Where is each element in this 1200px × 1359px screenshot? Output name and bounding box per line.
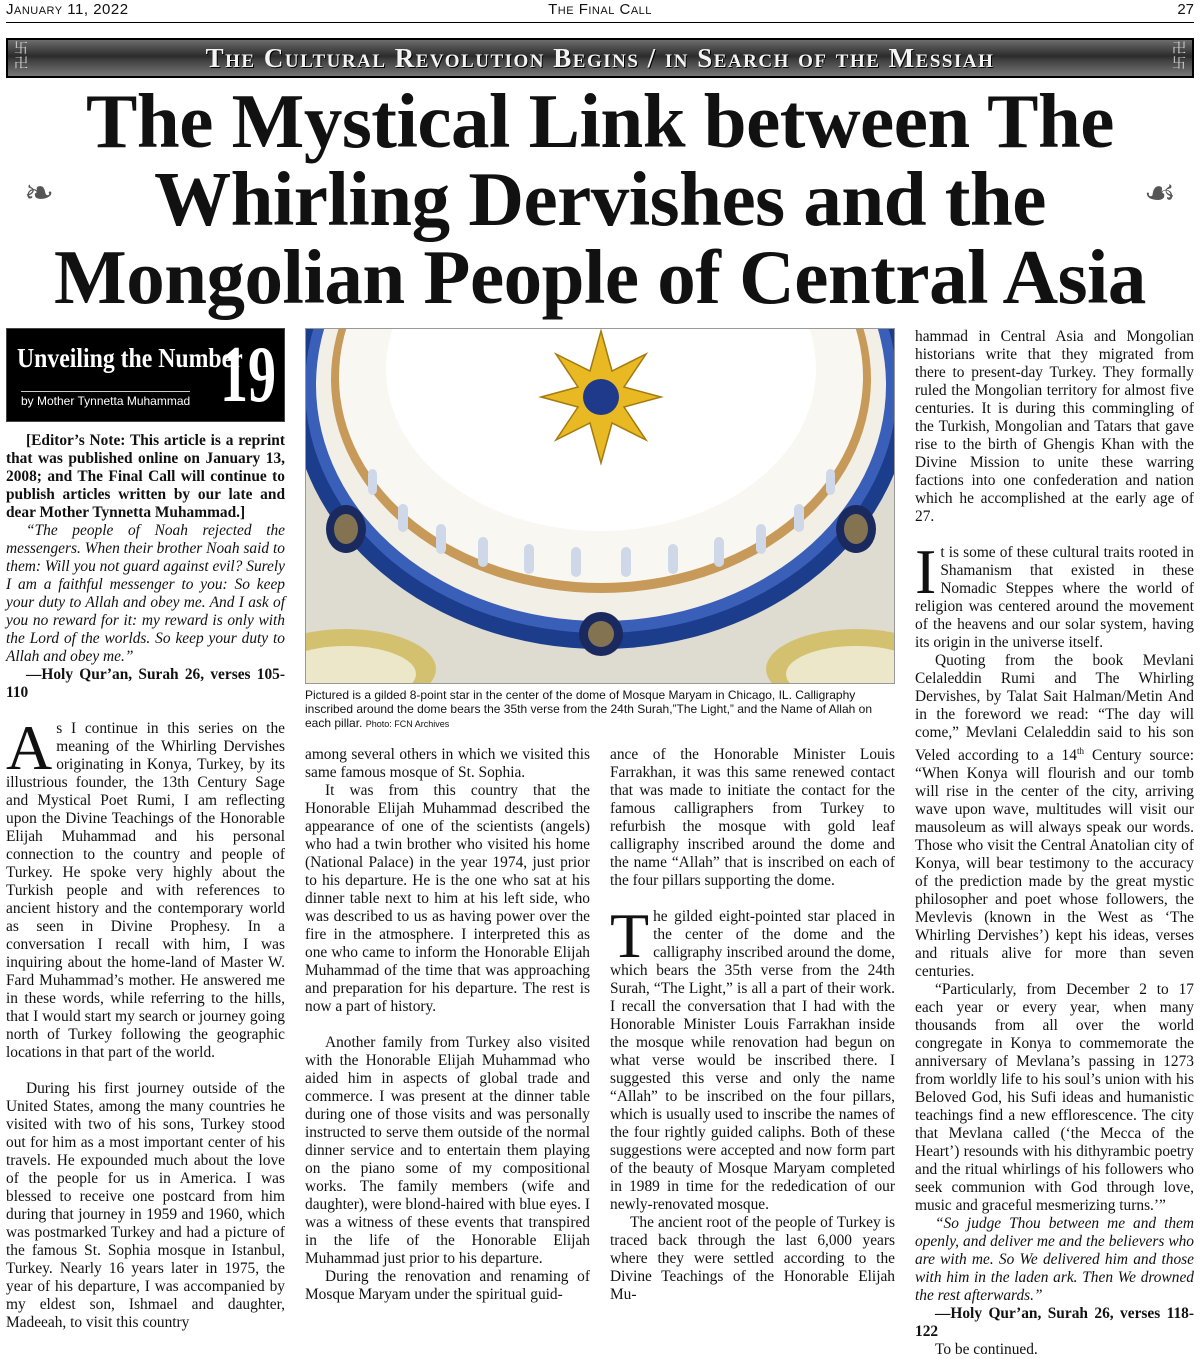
drop-cap: T [610, 900, 650, 971]
photo-caption [305, 688, 897, 731]
paragraph: It is some of these cultural traits rooted in Shamanism that existed in these Nomadic Steppes where the world of religion was centered around the movement of the heavens and our solar system, having its origin in the universe itself. [915, 536, 1194, 651]
column-title: Unveiling the Number [17, 343, 243, 373]
column-2 [305, 746, 590, 1304]
headline-line-3: Mongolian People of Central Asia [54, 234, 1146, 320]
issue-date: January 11, 2022 [6, 1, 129, 18]
flourish-ornament-icon: ☙ [1143, 173, 1176, 213]
section-banner [6, 38, 1194, 78]
photo-credit: Photo: FCN Archives [365, 719, 450, 729]
paragraph: ance of the Honorable Minister Louis Farrakhan, it was this same renewed contact that was made to initiate the contact for the famous calligraphers from Turkey to refurbish the mosque with gold leaf calligraphy inscribed around the dome and the name “Allah” that is inscribed on each of the four pillars supporting the dome. [610, 746, 895, 889]
knot-ornament-icon: 卍 卐 [1172, 42, 1186, 72]
paragraph: Another family from Turkey also visited with the Honorable Elijah Muhammad who aided him in aspects of global trade and commerce. I was present at the dinner table during one of those visits and was personally instructed to serve them outside of the normal dinner service and to entertain them playing on the piano some of my compositional works. The family members (wife and daughter), were blond-haired with blue eyes. I was a witness of these events that transpired in the life of the Honorable Elijah Muhammad just prior to his departure. [305, 1034, 590, 1267]
closing-verse: “So judge Thou between me and them openly, and deliver me and the believers who are with me. So We delivered him and those with him in the laden ark. Then We drowned the rest afterwards.” [915, 1215, 1194, 1305]
knot-ornament-icon: 卐 卍 [14, 42, 28, 72]
headline-line-1: The Mystical Link between The [86, 78, 1114, 164]
paragraph: “Particularly, from December 2 to 17 each year or every year, when many thousands from all over the world congregate in Konya to commemorate the anniversary of Mevlana’s passing in 1273 from worldly life to his soul’s union with his Beloved God, his Sufi ideas and humanistic teachings find a new efflorescence. The city that Mevlana called (‘the Mecca of the Heart’) resounds with his dithyrambic poetry and the ritual whirlings of his followers who seek communion with God through love, music and graceful mesmerizing turns.’” [915, 981, 1194, 1215]
column-number: 19 [220, 331, 276, 419]
banner-title: The Cultural Revolution Begins / in Search of the Messiah [205, 43, 995, 73]
paragraph: hammad in Central Asia and Mongolian historians write that they migrated from there to present-day Turkey. They formally ruled the Mongolian territory for almost five centuries. It is during this commingling of the Turkish, Mongolian and Tatars that gave rise to the birth of Ghengis Khan with the Divine Mission to unite these warring factions into one confederation and nation which he accomplished at the early age of 27. [915, 328, 1194, 525]
column-byline: by Mother Tynnetta Muhammad [21, 391, 190, 408]
column-3 [610, 746, 895, 1304]
column-logo [6, 328, 285, 422]
verse-citation: —Holy Qur’an, Surah 26, verses 105-110 [6, 666, 285, 701]
closing-note: To be continued. [935, 1341, 1038, 1359]
drop-cap: A [6, 712, 53, 783]
paragraph: Quoting from the book Mevlani Celaleddin Rumi and The Whirling Dervishes, by Talat Sait Halman/Metin And in the foreword we read: “The day will come,” Mevlani Celaleddin said to his son Veled according to a 14th Century source: “When Konya will flourish and our tomb will rise in the center of the city, arriving wave upon wave, multitudes will visit our mausoleum as will always speak our words. Those who visit the Central Anatolian city of Konya, will bear testimony to the accuracy of the prediction made by the great mystic philosopher and poet whose followers, the Mevlevis (known in the West as ‘The Whirling Dervishes’) kept his ideas, verses and rituals alive for more than seven centuries. [915, 652, 1194, 981]
opening-verse: “The people of Noah rejected the messengers. When their brother Noah said to them: Will you not guard against evil? Surely I am a faithful messenger to you: So keep your duty to Allah and obey me. And I ask of you no reward for it: my reward is only with the Lord of the worlds. So keep your duty to Allah and obey me.” [6, 522, 285, 665]
mosque-dome-photo [305, 328, 895, 684]
article-headline [0, 78, 1200, 320]
paper-name: The Final Call [548, 1, 652, 18]
headline-line-2: Whirling Dervishes and the [154, 156, 1046, 242]
paragraph: It was from this country that the Honorable Elijah Muhammad described the appearance of one of the scientists (angels) who had a twin brother who visited his home (National Palace) in the year 1974, just prior to his departure. He is the one who sat at his dinner table next to him at his left side, who was described to us as having power over the fire in the atmosphere. I interpreted this as one who came to inform the Honorable Elijah Muhammad of the time that was approaching and preparation for his departure. The rest is now a part of history. [305, 782, 590, 1015]
column-4 [915, 328, 1194, 1359]
flourish-ornament-icon: ❧ [24, 173, 55, 213]
paragraph: During the renovation and renaming of Mosque Maryam under the spiritual guid- [305, 1268, 590, 1303]
column-1 [6, 432, 285, 1332]
verse-citation: —Holy Qur’an, Surah 26, verses 118-122 [915, 1305, 1194, 1341]
caption-text: Pictured is a gilded 8-point star in the center of the dome of Mosque Maryam in Chicago, IL. Calligraphy inscribed around the dome bears the 35th verse from the 24th Surah,”The Light,” and the Name of Allah on each pillar. [305, 688, 873, 730]
paragraph: The ancient root of the people of Turkey is traced back through the last 6,000 years where they were settled according to the Divine Teachings of the Honorable Elijah Mu- [610, 1214, 895, 1303]
page-number: 27 [1177, 1, 1194, 18]
paragraph: The gilded eight-pointed star placed in the center of the dome and the calligraphy inscribed around the dome, which bears the 35th verse from the 24th Surah, “The Light,” is all a part of their work. I recall the conversation that I had with the Honorable Minister Louis Farrakhan inside the mosque while renovation had begun on what verse would be inscribed there. I suggested this verse and only the name “Allah” to be inscribed on the four pillars, which is usually used to inscribe the names of the four rightly guided caliphs. Both of these suggestions were accepted and now form part of the beauty of Mosque Maryam completed in 1989 in time for the rededication of our newly-renovated mosque. [610, 900, 895, 1213]
paragraph: As I continue in this series on the meaning of the Whirling Dervishes originating in Konya, Turkey, by its illustrious founder, the 13th Century Sage and Mystical Poet Rumi, I am reflecting upon the Divine Teachings of the Honorable Elijah Muhammad and his personal connection to the country and people of Turkey. He spoke very highly about the Turkish people and with references to ancient history and the contemporary world as seen in Divine Prophesy. In a conversation I recall with him, I was inquiring about the home-land of Master W. Fard Muhammad’s mother. He answered me in these words, while referring to the hills, that I would start my search or journey going north of Turkey following the geographic locations in that part of the world. [6, 712, 285, 1061]
page-header [6, 0, 1194, 23]
paragraph: among several others in which we visited this same famous mosque of St. Sophia. [305, 746, 590, 781]
dome-image [306, 329, 895, 684]
drop-cap: I [915, 536, 937, 607]
paragraph: During his first journey outside of the United States, among the many countries he visited with two of his sons, Turkey stood out for him as a most important center of his travels. He expounded much about the love of the people for us in America. I was blessed to receive one postcard from him during that journey in 1959 and 1960, which was postmarked Turkey and had a picture of the famous St. Sophia mosque in Istanbul, Turkey. Nearly 16 years later in 1975, the year of his departure, I was accompanied by my eldest son, Ishmael and daughter, Madeeah, to visit this country [6, 1080, 285, 1331]
editors-note: [Editor’s Note: This article is a reprint that was published online on January 13, 2008; and The Final Call will continue to publish articles written by our late and dear Mother Tynnetta Muhammad.] [6, 432, 285, 521]
